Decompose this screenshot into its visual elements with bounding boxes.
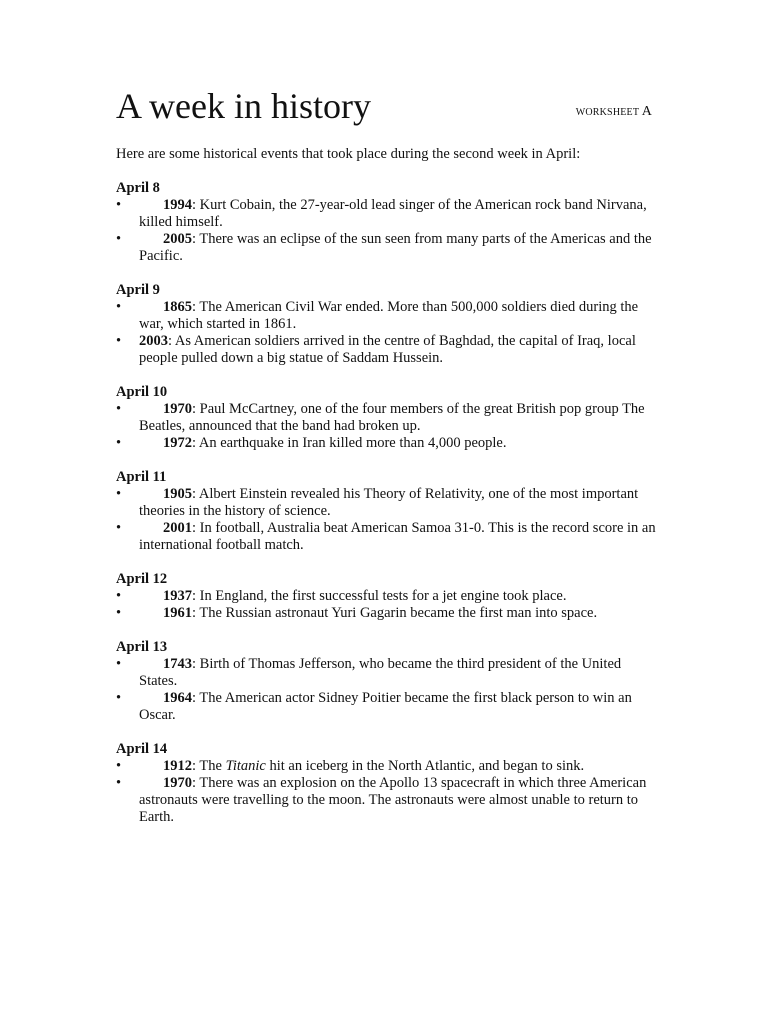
event-year: 1970 [163,401,192,417]
page-title: A week in history [116,86,371,126]
event-text [139,656,656,690]
event-year: 1964 [163,690,192,706]
header [116,84,656,132]
event-item [116,401,656,435]
event-item [116,333,656,367]
day-heading: April 12 [116,571,168,587]
bullet-icon: • [116,333,122,349]
event-description: : There was an eclipse of the sun seen from many parts of the Americas and the Pacific. [139,231,652,264]
event-description: : As American soldiers arrived in the centre of Baghdad, the capital of Iraq, local people pulled down a big statue of Saddam Hussein. [139,333,636,366]
event-text [139,333,656,367]
event-text [139,486,656,520]
event-description: : There was an explosion on the Apollo 13 spacecraft in which three American astronauts were travelling to the moon. The astronauts were almost unable to return to Earth. [139,775,647,825]
event-list [116,588,656,622]
bullet-icon: • [116,401,122,417]
event-item [116,588,656,605]
bullet-icon: • [116,605,122,621]
event-text [139,605,656,622]
event-list [116,758,656,826]
worksheet-page [116,84,656,826]
event-text [139,197,656,231]
event-year: 2003 [139,333,168,349]
bullet-icon: • [116,588,122,604]
bullet-icon: • [116,520,122,536]
event-list [116,486,656,554]
event-description: : In England, the first successful tests for a jet engine took place. [192,588,567,604]
event-text [139,231,656,265]
event-text [139,588,656,605]
event-year: 1937 [163,588,192,604]
event-item [116,656,656,690]
event-description: hit an iceberg in the North Atlantic, and began to sink. [265,758,585,774]
event-item [116,299,656,333]
bullet-icon: • [116,656,122,672]
worksheet-label [576,104,652,120]
day-heading: April 13 [116,639,168,655]
event-item [116,197,656,231]
event-item [116,486,656,520]
day-section [116,639,656,724]
event-item [116,435,656,452]
event-year: 1970 [163,775,192,791]
day-heading: April 10 [116,384,168,400]
event-year: 1972 [163,435,192,451]
day-heading: April 14 [116,741,168,757]
event-description: : In football, Australia beat American Samoa 31-0. This is the record score in an international football match. [139,520,656,553]
event-list [116,656,656,724]
event-description: : An earthquake in Iran killed more than 4,000 people. [192,435,507,451]
event-year: 1961 [163,605,192,621]
ship-name: Titanic [225,758,266,774]
event-text [139,520,656,554]
event-description: : Paul McCartney, one of the four members of the great British pop group The Beatles, announced that the band had broken up. [139,401,645,434]
event-list [116,299,656,367]
worksheet-letter: A [641,104,652,119]
event-item [116,690,656,724]
event-description: : Albert Einstein revealed his Theory of Relativity, one of the most important theories in the history of science. [139,486,639,519]
day-heading: April 8 [116,180,160,196]
event-text [139,690,656,724]
event-list [116,401,656,452]
bullet-icon: • [116,231,122,247]
day-section [116,571,656,622]
event-text [139,775,656,826]
event-text [139,299,656,333]
bullet-icon: • [116,486,122,502]
event-year: 2005 [163,231,192,247]
event-description: : Birth of Thomas Jefferson, who became the third president of the United States. [139,656,622,689]
event-item [116,520,656,554]
day-heading: April 11 [116,469,167,485]
event-year: 1743 [163,656,192,672]
event-year: 1994 [163,197,192,213]
day-list [116,180,656,826]
event-description: : The American actor Sidney Poitier became the first black person to win an Oscar. [139,690,632,723]
day-heading: April 9 [116,282,160,298]
event-item [116,231,656,265]
day-section [116,282,656,367]
event-item [116,758,656,775]
bullet-icon: • [116,197,122,213]
event-description-start: : The [192,758,226,774]
event-description: : The Russian astronaut Yuri Gagarin became the first man into space. [192,605,598,621]
bullet-icon: • [116,299,122,315]
event-year: 1905 [163,486,192,502]
event-description: : Kurt Cobain, the 27-year-old lead singer of the American rock band Nirvana, killed himself. [139,197,647,230]
intro-text: Here are some historical events that took place during the second week in April: [116,146,581,162]
event-list [116,197,656,265]
event-year: 1865 [163,299,192,315]
event-year: 1912 [163,758,192,774]
event-item [116,605,656,622]
worksheet-prefix: WORKSHEET [575,107,639,118]
event-description: : The American Civil War ended. More than 500,000 soldiers died during the war, which started in 1861. [139,299,639,332]
bullet-icon: • [116,775,122,791]
event-text [139,435,656,452]
event-year: 2001 [163,520,192,536]
event-text [139,758,656,775]
day-section [116,180,656,265]
day-section [116,384,656,452]
bullet-icon: • [116,435,122,451]
event-item [116,775,656,826]
bullet-icon: • [116,690,122,706]
event-text [139,401,656,435]
bullet-icon: • [116,758,122,774]
day-section [116,741,656,826]
day-section [116,469,656,554]
